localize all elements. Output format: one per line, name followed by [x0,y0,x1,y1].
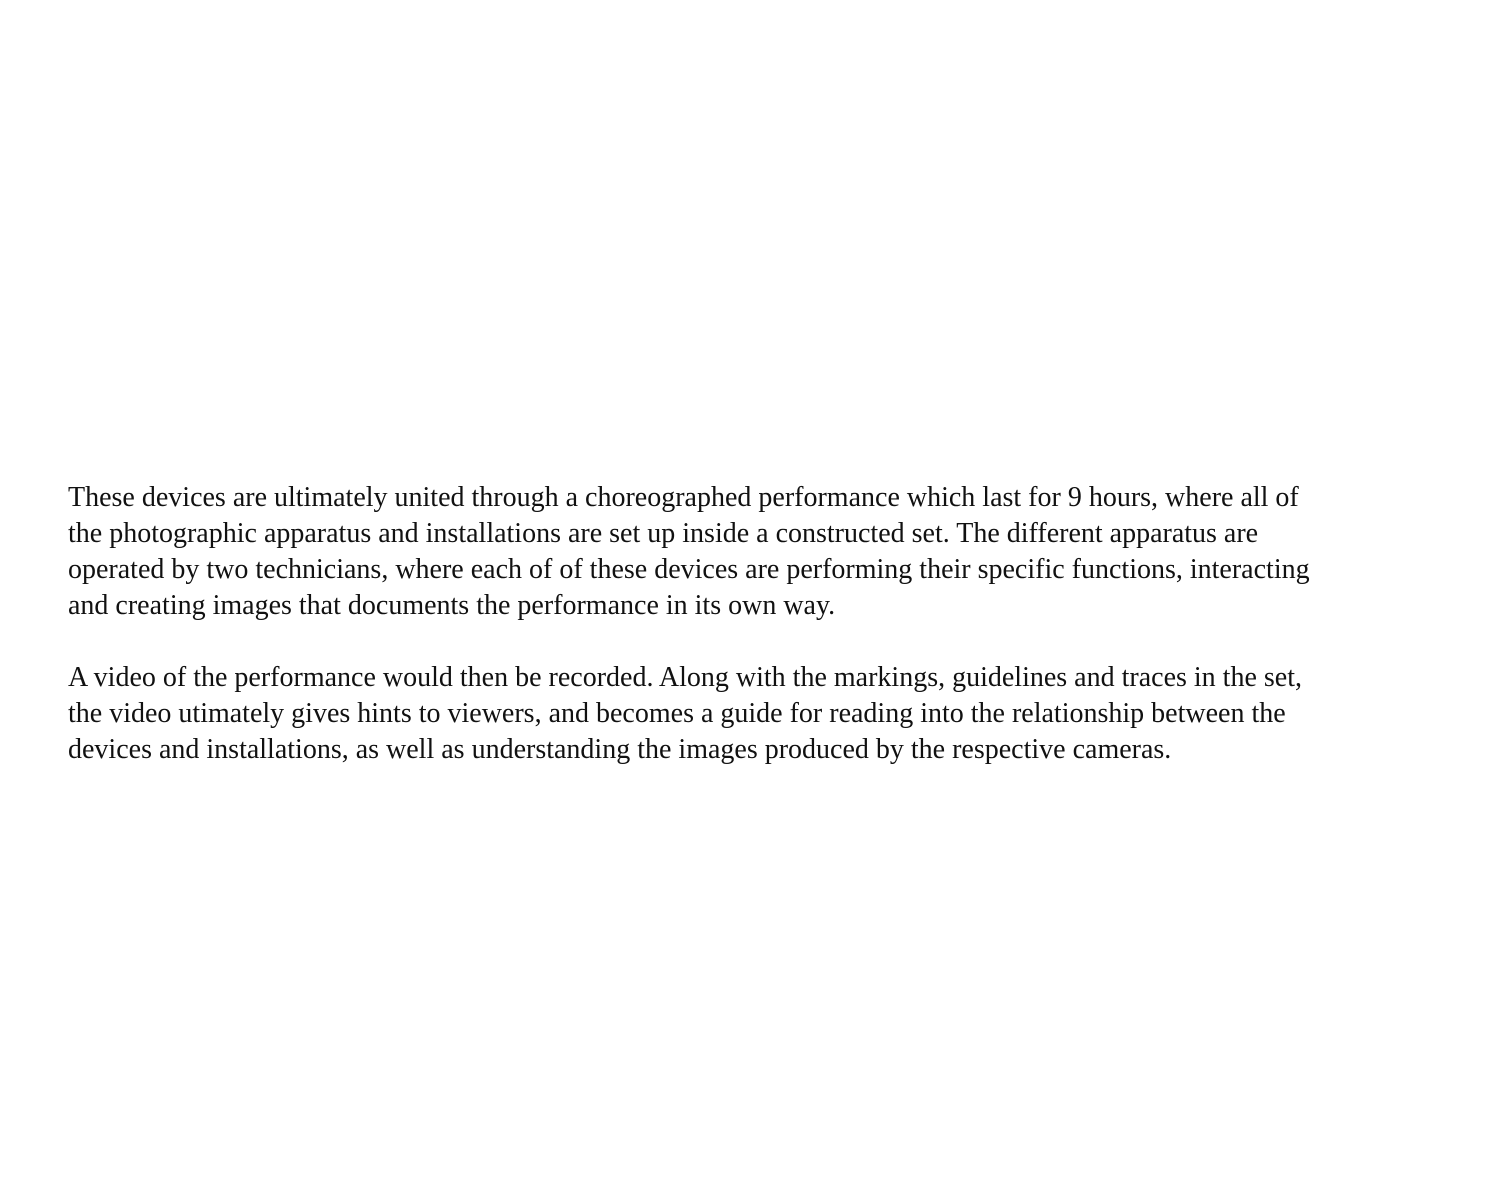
paragraph-line: devices and installations, as well as understanding the images produced by the respective cameras. [68,734,1172,765]
paragraph-line: operated by two technicians, where each of of these devices are performing their specific functions, interacting [68,554,1310,585]
paragraph-line: A video of the performance would then be recorded. Along with the markings, guidelines and traces in the set, [68,662,1302,693]
paragraph-line: and creating images that documents the performance in its own way. [68,590,836,621]
paragraph-video [68,660,1448,768]
text-block [68,480,1448,768]
paragraph-line: the photographic apparatus and installations are set up inside a constructed set. The different apparatus are [68,518,1259,549]
paragraph-line: the video utimately gives hints to viewers, and becomes a guide for reading into the relationship between the [68,698,1286,729]
paragraph-performance [68,480,1448,624]
paragraph-line: These devices are ultimately united through a choreographed performance which last for 9 hours, where all of [68,482,1299,513]
